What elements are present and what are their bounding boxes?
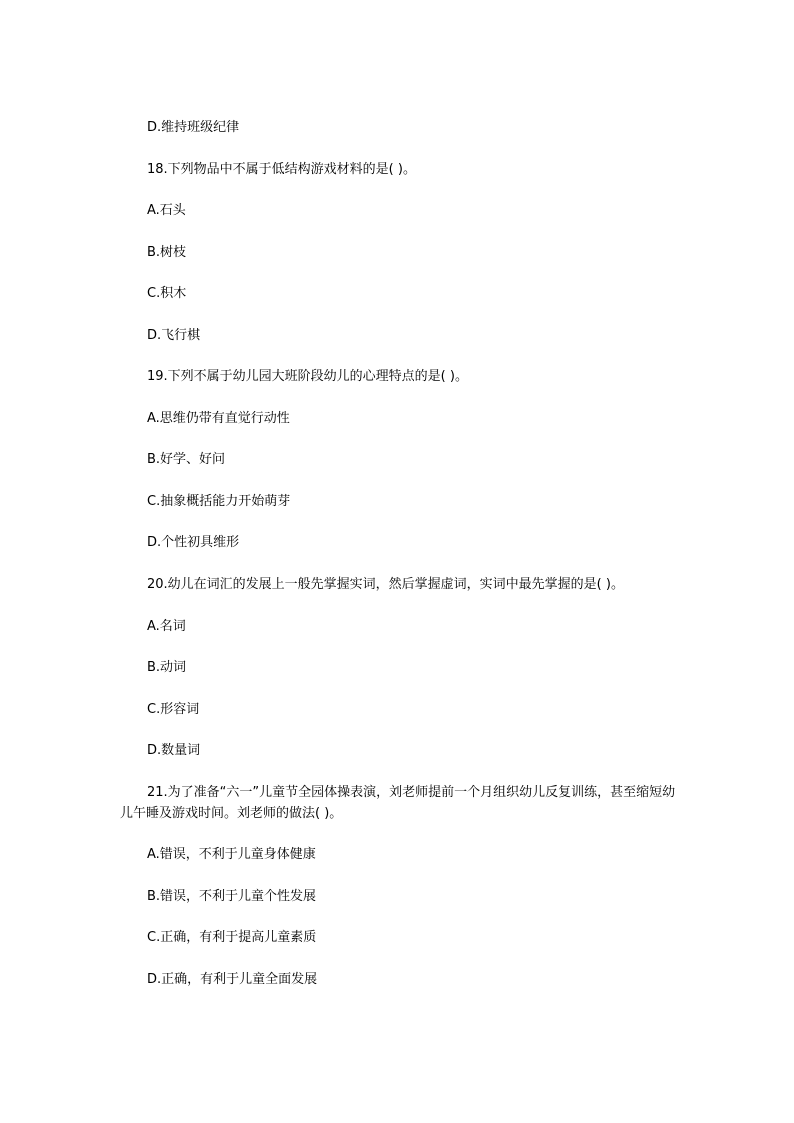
option-20-a: A.名词: [147, 619, 186, 634]
option-20-b: B.动词: [147, 660, 187, 675]
option-20-c: C.形容词: [147, 702, 200, 717]
question-19: 19.下列不属于幼儿园大班阶段幼儿的心理特点的是( )。: [147, 369, 468, 384]
question-18: 18.下列物品中不属于低结构游戏材料的是( )。: [147, 162, 416, 177]
option-21-b: B.错误，不利于儿童个性发展: [147, 889, 317, 904]
option-21-d: D.正确，有利于儿童全面发展: [147, 972, 318, 987]
option-17-d: D.维持班级纪律: [147, 120, 240, 135]
option-19-a: A.思维仍带有直觉行动性: [147, 411, 290, 426]
option-18-c: C.积木: [147, 286, 187, 301]
option-21-a: A.错误，不利于儿童身体健康: [147, 847, 316, 862]
option-18-a: A.石头: [147, 203, 186, 218]
option-20-d: D.数量词: [147, 743, 201, 758]
question-21: 21.为了准备“六一”儿童节全园体操表演，刘老师提前一个月组织幼儿反复训练，甚至缩短幼儿午睡及游戏时间。刘老师的做法( )。: [120, 785, 676, 821]
option-18-b: B.树枝: [147, 245, 187, 260]
option-18-d: D.飞行棋: [147, 328, 201, 343]
option-21-c: C.正确，有利于提高儿童素质: [147, 930, 317, 945]
question-20: 20.幼儿在词汇的发展上一般先掌握实词，然后掌握虚词，实词中最先掌握的是( )。: [147, 577, 624, 592]
option-19-b: B.好学、好问: [147, 452, 226, 467]
option-19-d: D.个性初具维形: [147, 535, 240, 550]
option-19-c: C.抽象概括能力开始萌芽: [147, 494, 291, 509]
